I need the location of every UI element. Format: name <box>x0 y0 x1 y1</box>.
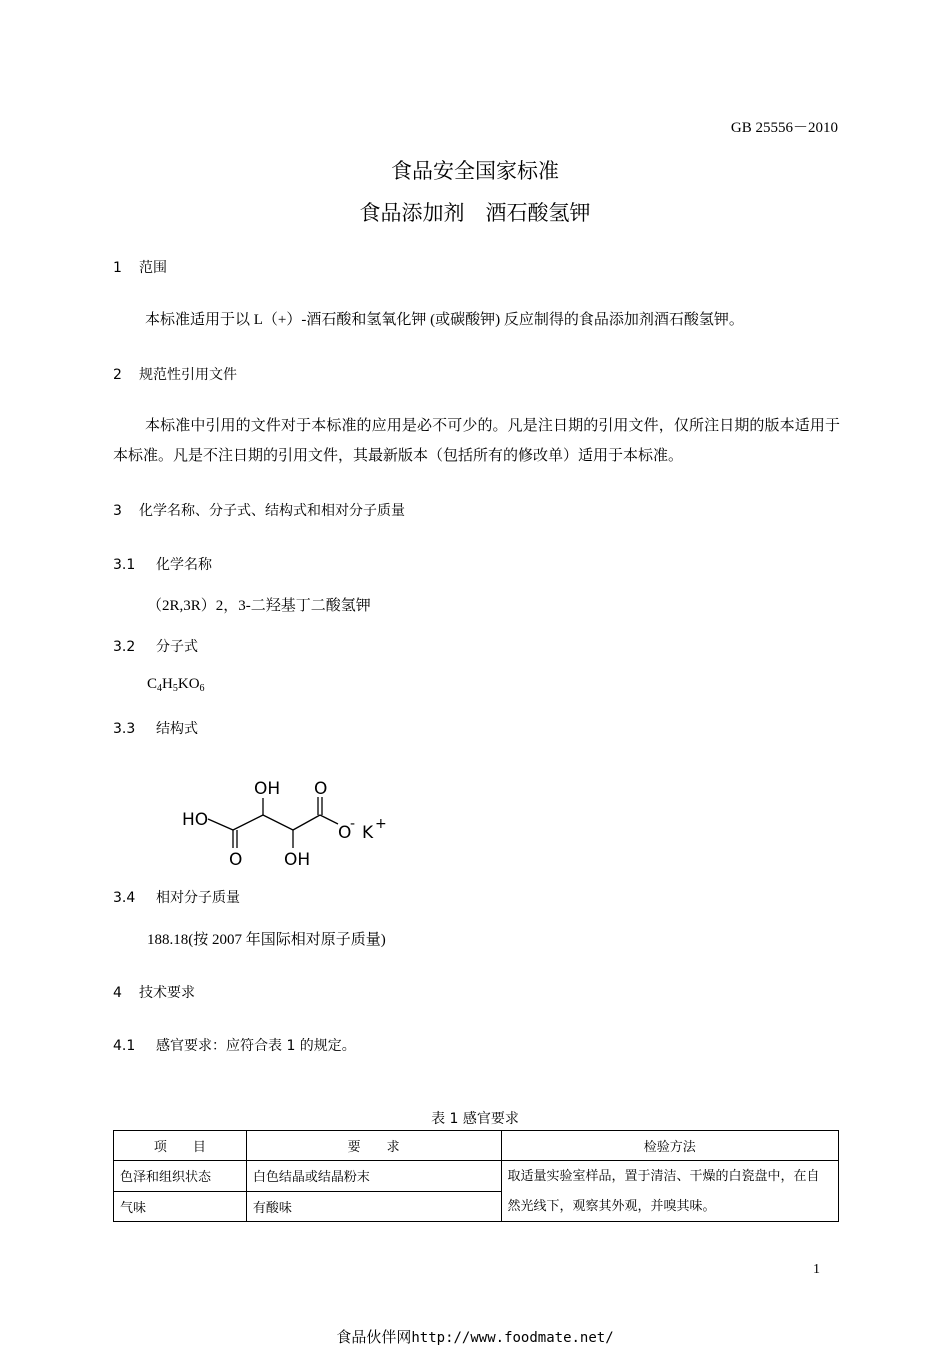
structure-label-o-minus: O <box>338 823 352 843</box>
section-number: 4.1 <box>113 1038 136 1054</box>
title-line-2: 食品添加剂 酒石酸氢钾 <box>359 201 591 225</box>
section-3-4-heading <box>113 887 240 907</box>
page-number: 1 <box>813 1262 820 1277</box>
table-cell-requirement: 白色结晶或结晶粉末 <box>246 1161 501 1192</box>
table-cell-item: 气味 <box>114 1191 247 1222</box>
structure-label-ho: HO <box>182 810 209 830</box>
section-number: 4 <box>113 985 122 1001</box>
table-cell-method: 取适量实验室样品，置于清洁、干燥的白瓷盘中，在自然光线下，观察其外观，并嗅其味。 <box>501 1161 839 1222</box>
section-number: 3.4 <box>113 890 136 906</box>
section-4-heading <box>113 982 195 1002</box>
molecular-formula: $C_4H_5KO_6$ <box>147 676 205 694</box>
structure-label-minus: - <box>350 816 356 832</box>
footer-site-name: 食品伙伴网 <box>336 1330 412 1346</box>
section-1-text: 本标准适用于以 L（+）-酒石酸和氢氧化钾 (或碳酸钾) 反应制得的食品添加剂酒石酸氢钾。 <box>145 312 744 328</box>
table-header-item: 项 目 <box>114 1131 247 1161</box>
table-header-requirement: 要 求 <box>246 1131 501 1161</box>
section-number: 1 <box>113 260 122 276</box>
section-number: 3.3 <box>113 721 136 737</box>
section-3-3-heading <box>113 718 198 738</box>
table-row <box>114 1161 839 1192</box>
section-number: 2 <box>113 367 122 383</box>
table-cell-requirement: 有酸味 <box>246 1191 501 1222</box>
section-title: 规范性引用文件 <box>139 367 237 383</box>
section-3-1-heading <box>113 554 212 574</box>
table-caption: 表 1 感官要求 <box>431 1111 519 1127</box>
structure-label-oh-bottom: OH <box>284 850 311 870</box>
section-title: 感官要求：应符合表 1 的规定。 <box>156 1038 356 1054</box>
section-title: 化学名称、分子式、结构式和相对分子质量 <box>139 503 405 519</box>
structure-label-o-top: O <box>314 779 328 799</box>
structure-label-k: K <box>362 823 374 843</box>
section-number: 3.1 <box>113 557 136 573</box>
footer-url-link[interactable]: http://www.foodmate.net/ <box>411 1330 614 1346</box>
section-title: 技术要求 <box>139 985 195 1001</box>
molecular-mass: 188.18(按 2007 年国际相对原子质量) <box>147 932 386 948</box>
table-cell-item: 色泽和组织状态 <box>114 1161 247 1192</box>
section-2-heading <box>113 364 237 384</box>
section-3-2-heading <box>113 636 198 656</box>
section-number: 3.2 <box>113 639 136 655</box>
table-header-method: 检验方法 <box>501 1131 839 1161</box>
sensory-requirements-table <box>113 1130 839 1222</box>
section-2-text: 本标准中引用的文件对于本标准的应用是必不可少的。凡是注日期的引用文件，仅所注日期的版本适用于本标准。凡是不注日期的引用文件，其最新版本（包括所有的修改单）适用于本标准。 <box>113 418 840 464</box>
section-title: 结构式 <box>156 721 198 737</box>
structure-label-o-bottom: O <box>229 850 243 870</box>
structure-label-plus: + <box>375 816 387 832</box>
section-4-1-heading <box>113 1035 356 1055</box>
section-title: 相对分子质量 <box>156 890 240 906</box>
section-1-heading <box>113 257 167 277</box>
title-line-1: 食品安全国家标准 <box>391 159 559 183</box>
table-header-row <box>114 1131 839 1161</box>
section-title: 范围 <box>139 260 167 276</box>
standard-code: GB 25556－2010 <box>730 120 838 136</box>
section-number: 3 <box>113 503 122 519</box>
section-title: 分子式 <box>156 639 198 655</box>
chemical-name: （2R,3R）2，3-二羟基丁二酸氢钾 <box>147 598 371 614</box>
section-title: 化学名称 <box>156 557 212 573</box>
section-3-heading <box>113 500 405 520</box>
structural-formula <box>178 772 398 872</box>
structure-label-oh-top: OH <box>254 779 281 799</box>
